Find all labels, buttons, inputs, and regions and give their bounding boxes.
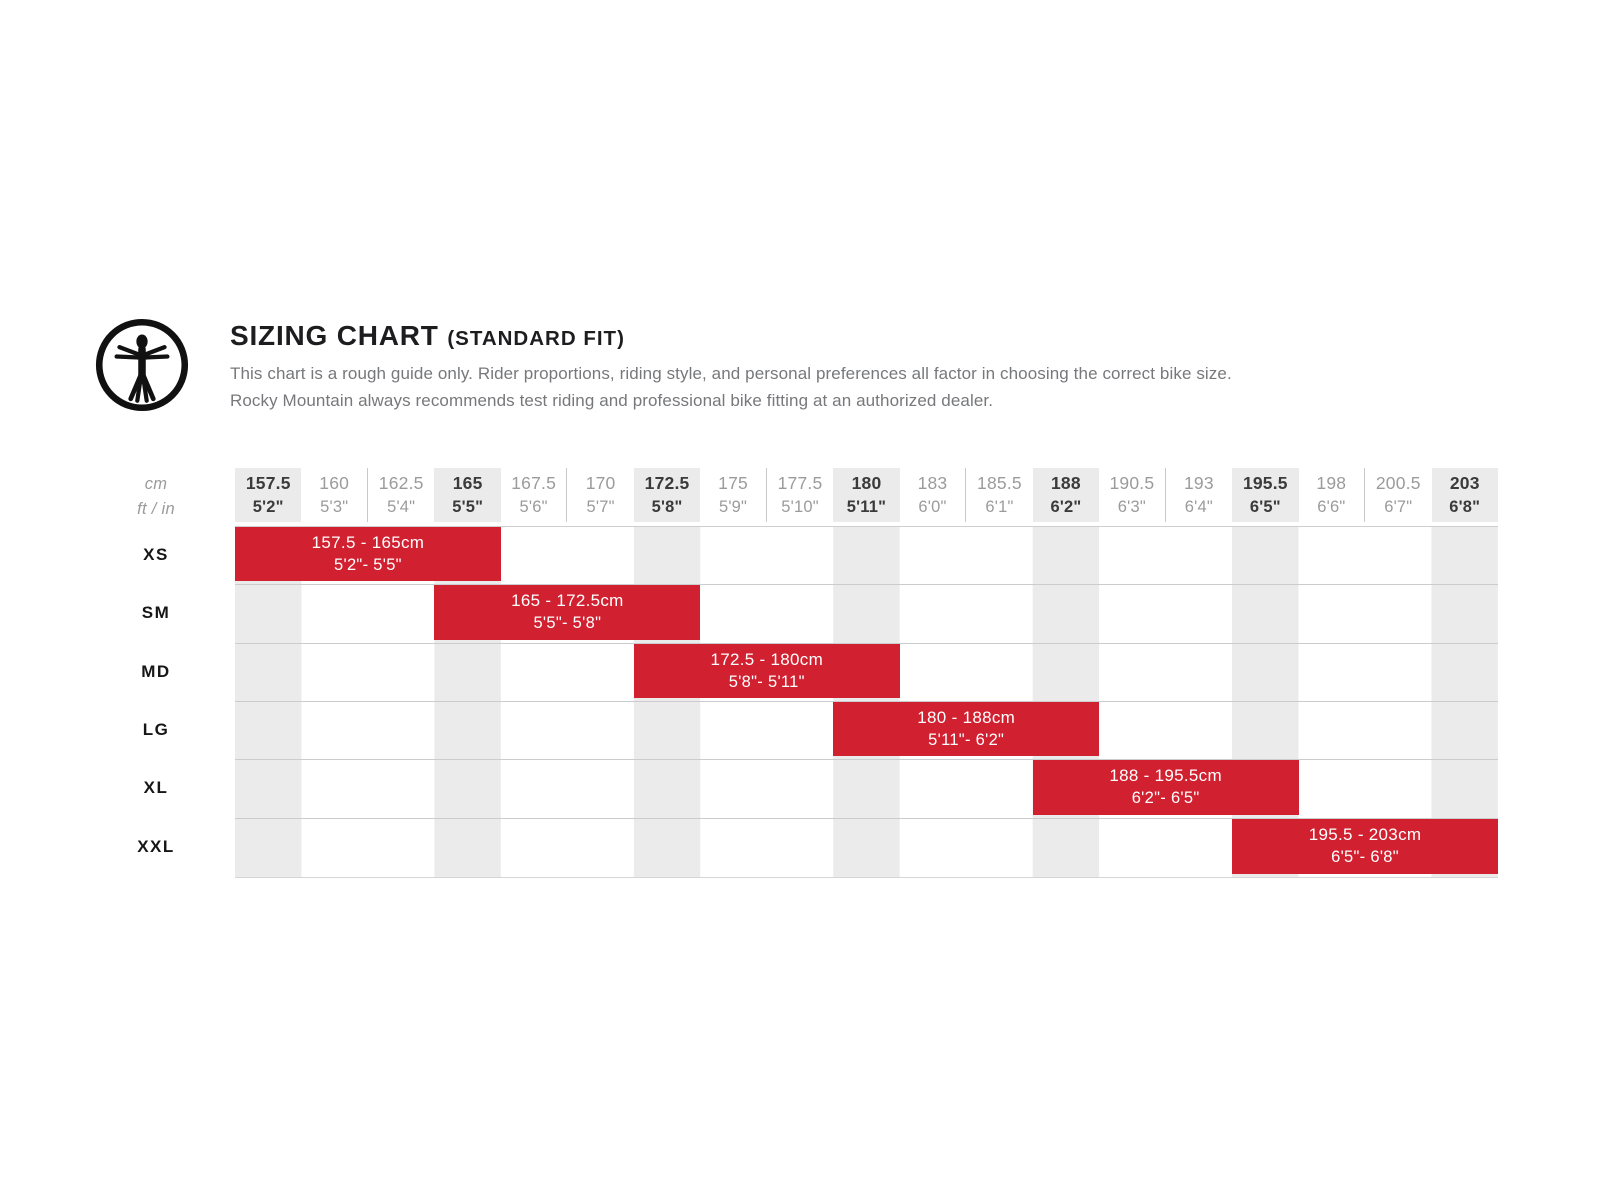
size-label-sm: SM	[141, 603, 171, 623]
axis-unit-cm: cm	[144, 475, 168, 493]
sizing-chart-table	[0, 468, 1600, 878]
table-row	[235, 702, 1498, 760]
page-title	[230, 321, 1430, 354]
size-label-xl: XL	[143, 778, 169, 798]
table-row	[235, 527, 1498, 585]
size-label-lg: LG	[142, 720, 170, 740]
axis-units-label	[100, 472, 212, 522]
description	[230, 361, 1430, 414]
height-column-header: 172.5 5'8"	[634, 468, 700, 522]
height-column-headers	[235, 468, 1498, 522]
description-line-1: This chart is a rough guide only. Rider proportions, riding style, and personal preferences all factor in choosing the correct bike size.	[230, 364, 1232, 383]
table-row	[235, 585, 1498, 643]
table-body	[235, 526, 1498, 878]
axis-unit-ftin: ft / in	[137, 500, 175, 518]
bar-range-cm: 195.5 - 203cm	[1308, 825, 1422, 845]
bar-range-cm: 188 - 195.5cm	[1109, 766, 1222, 786]
height-column-header: 200.5 6'7"	[1375, 473, 1421, 516]
bar-range-ftin: 5'8"- 5'11"	[728, 672, 805, 691]
size-range-bar-lg	[833, 702, 1099, 756]
size-range-bar-md	[634, 644, 900, 698]
bar-range-ftin: 5'5"- 5'8"	[533, 614, 602, 633]
vitruvian-man-icon	[95, 318, 189, 412]
bar-range-ftin: 5'11"- 6'2"	[928, 731, 1005, 750]
bar-range-cm: 157.5 - 165cm	[311, 533, 425, 553]
height-column-header: 162.5 5'4"	[378, 473, 424, 516]
height-column-header: 190.5 6'3"	[1099, 468, 1165, 522]
size-label-xxl: XXL	[137, 836, 175, 856]
height-column-header: 203 6'8"	[1432, 468, 1498, 522]
size-row-labels	[100, 526, 212, 876]
title-main: SIZING CHART	[230, 320, 439, 351]
height-column-header: 195.5 6'5"	[1232, 468, 1298, 522]
table-row	[235, 760, 1498, 818]
size-label-xs: XS	[143, 545, 169, 565]
bar-range-cm: 165 - 172.5cm	[511, 591, 624, 611]
size-range-bar-xxl	[1232, 819, 1498, 874]
height-column-header: 198 6'6"	[1299, 468, 1365, 522]
bar-range-ftin: 5'2"- 5'5"	[334, 556, 402, 575]
size-range-bar-xl	[1033, 760, 1299, 814]
bar-range-cm: 180 - 188cm	[917, 708, 1016, 728]
height-column-header: 185.5 6'1"	[977, 473, 1022, 516]
height-column-header: 177.5 5'10"	[777, 473, 823, 516]
height-column-header: 180 5'11"	[833, 468, 899, 522]
height-column-header: 157.5 5'2"	[235, 468, 301, 522]
size-range-bar-xs	[235, 527, 501, 581]
table-row	[235, 644, 1498, 702]
chart-header	[230, 321, 1430, 414]
height-column-header: 193 6'4"	[1183, 473, 1214, 516]
height-column-header: 160 5'3"	[301, 468, 367, 522]
description-line-2: Rocky Mountain always recommends test riding and professional bike fitting at an authorized dealer.	[230, 390, 994, 410]
size-range-bar-sm	[434, 585, 700, 639]
height-column-header: 165 5'5"	[434, 468, 500, 522]
height-column-header: 167.5 5'6"	[501, 468, 567, 522]
height-column-header: 183 6'0"	[900, 468, 966, 522]
height-column-header: 188 6'2"	[1033, 468, 1099, 522]
height-column-header: 175 5'9"	[700, 468, 766, 522]
size-label-md: MD	[141, 661, 171, 681]
height-column-header: 170 5'7"	[585, 473, 616, 516]
title-fit-suffix: (STANDARD FIT)	[447, 327, 625, 350]
bar-range-cm: 172.5 - 180cm	[710, 649, 824, 669]
bar-range-ftin: 6'2"- 6'5"	[1131, 789, 1200, 808]
bar-range-ftin: 6'5"- 6'8"	[1331, 848, 1399, 867]
table-row	[235, 819, 1498, 877]
